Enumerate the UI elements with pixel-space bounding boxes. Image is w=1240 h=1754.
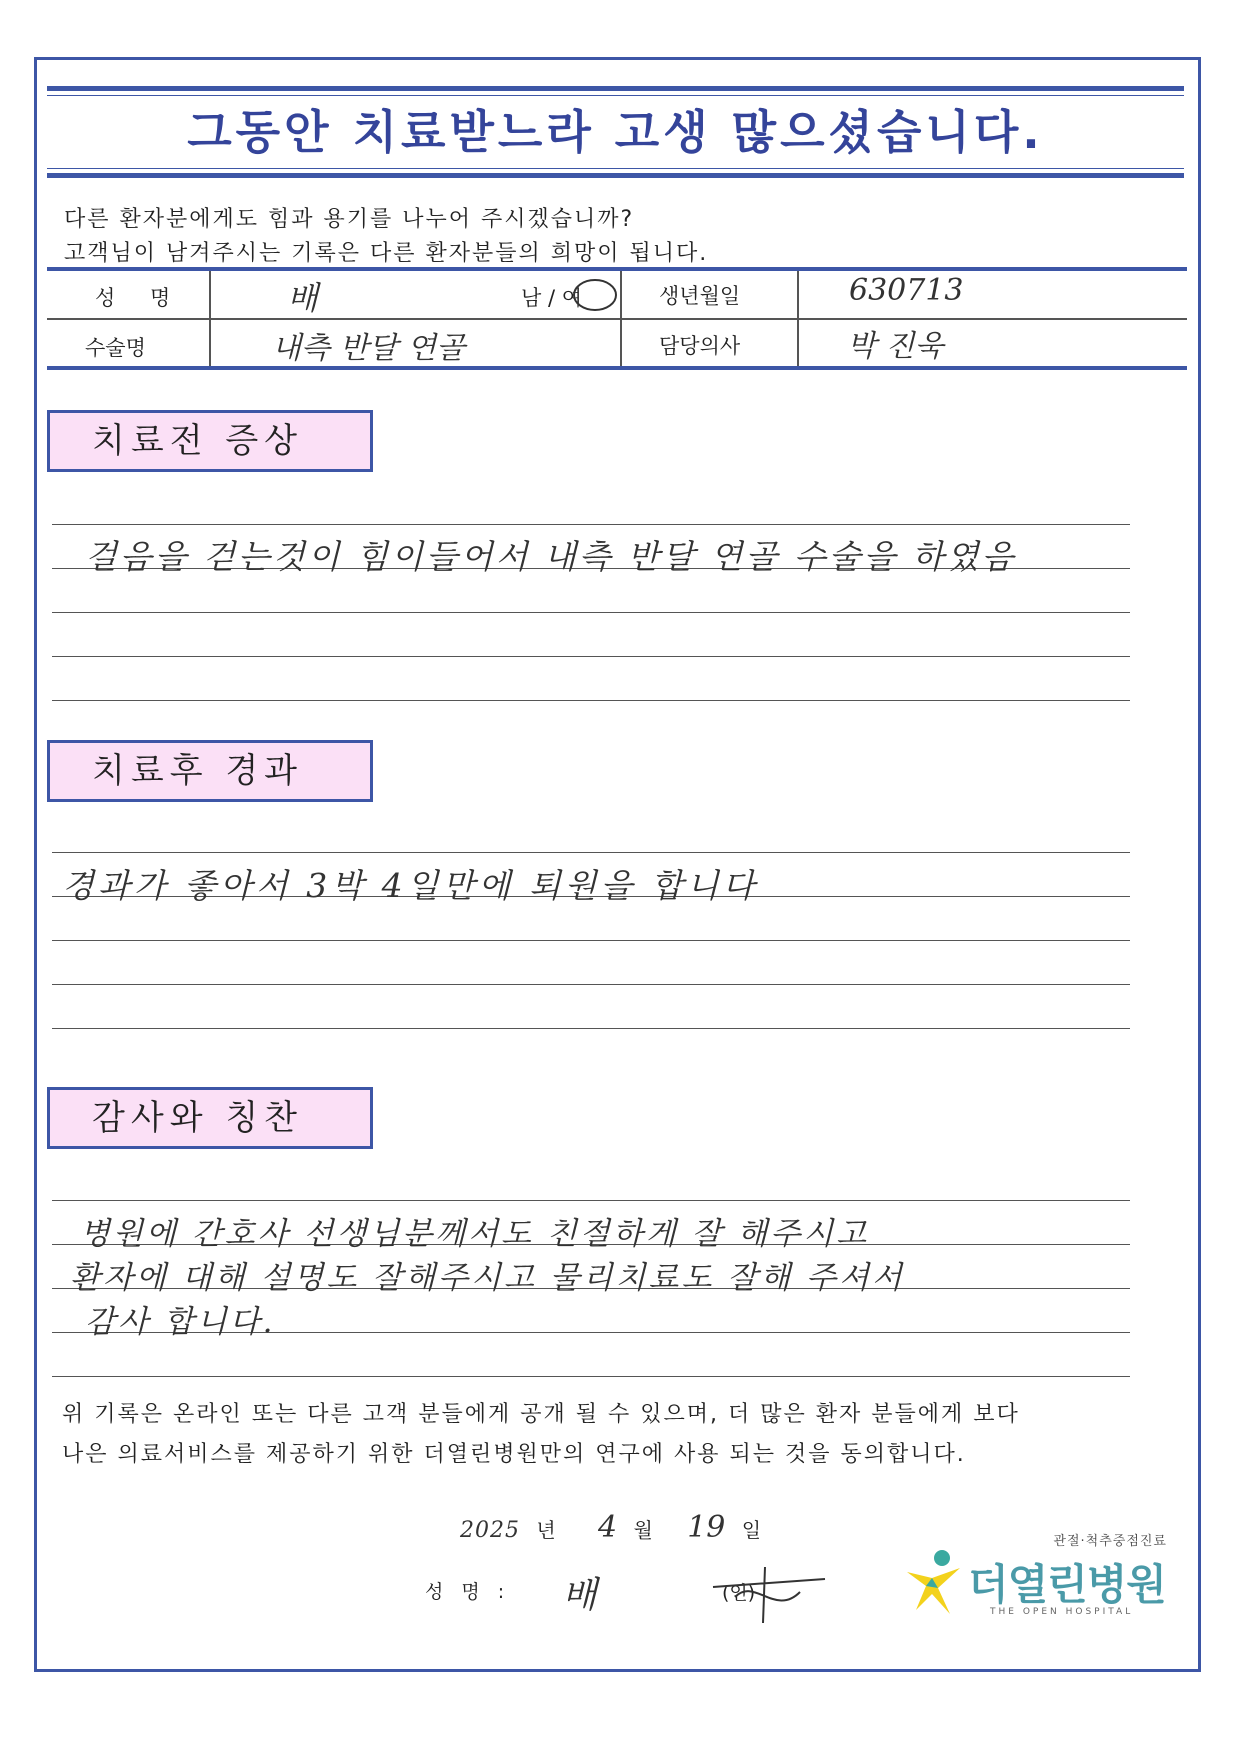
gender-label: 남 / 여 xyxy=(521,286,582,310)
thanks-text-line-1: 병원에 간호사 선생님분께서도 친절하게 잘 해주시고 xyxy=(80,1216,870,1252)
consent-line-2: 나은 의료서비스를 제공하기 위한 더열린병원만의 연구에 사용 되는 것을 동의합니다. xyxy=(62,1442,966,1467)
writing-line xyxy=(52,940,1130,941)
thanks-text-line-2: 환자에 대해 설명도 잘해주시고 물리치료도 잘해 주셔서 xyxy=(70,1260,905,1296)
dob-value: 630713 xyxy=(849,273,964,308)
logo-english: THE OPEN HOSPITAL xyxy=(990,1607,1134,1617)
date-year: 2025 xyxy=(460,1518,520,1543)
logo-name: 더열린병원 xyxy=(968,1560,1166,1609)
form-title: 그동안 치료받느라 고생 많으셨습니다. xyxy=(187,105,1044,159)
before-text: 걸음을 걷는것이 힘이들어서 내측 반달 연골 수술을 하였음 xyxy=(85,537,1017,576)
surgery-label: 수술명 xyxy=(85,336,146,360)
after-heading: 치료후 경과 xyxy=(47,740,373,802)
table-divider xyxy=(797,271,799,366)
writing-line xyxy=(52,1376,1130,1377)
consent-line-1: 위 기록은 온라인 또는 다른 고객 분들에게 공개 될 수 있으며, 더 많은 환자 분들에게 보다 xyxy=(62,1402,1020,1427)
hospital-logo xyxy=(902,1530,1167,1630)
name-value: 배 xyxy=(287,279,318,317)
surgery-value: 내측 반달 연골 xyxy=(272,331,465,366)
writing-line xyxy=(52,612,1130,613)
date-day: 19 xyxy=(687,1510,726,1545)
date-month-unit: 월 xyxy=(633,1518,653,1542)
thanks-heading: 감사와 칭찬 xyxy=(47,1087,373,1149)
signature-scribble xyxy=(705,1557,835,1627)
signature-name: 배 xyxy=(562,1575,597,1616)
date-day-unit: 일 xyxy=(741,1518,762,1542)
dob-label: 생년월일 xyxy=(659,284,741,308)
date-row xyxy=(460,1510,761,1545)
writing-line xyxy=(52,656,1130,657)
writing-line xyxy=(52,524,1130,525)
intro-line-2: 고객님이 남겨주시는 기록은 다른 환자분들의 희망이 됩니다. xyxy=(64,241,709,266)
doctor-value: 박 진욱 xyxy=(847,329,944,364)
writing-line xyxy=(52,1028,1130,1029)
doctor-label: 담당의사 xyxy=(659,334,741,358)
after-text: 경과가 좋아서 3박 4일만에 퇴원을 합니다 xyxy=(62,866,759,905)
name-label: 성 명 xyxy=(95,286,185,310)
date-year-unit: 년 xyxy=(536,1518,556,1542)
writing-line xyxy=(52,700,1130,701)
patient-info-table xyxy=(47,267,1187,370)
signature-label: 성 명 : xyxy=(425,1581,511,1603)
table-divider xyxy=(47,318,1187,320)
table-divider xyxy=(209,271,211,366)
signature-seal-mark: (인) xyxy=(722,1582,756,1604)
writing-line xyxy=(52,984,1130,985)
logo-subtitle: 관절·척추중점진료 xyxy=(1053,1534,1167,1549)
writing-line xyxy=(52,852,1130,853)
writing-line xyxy=(52,1200,1130,1201)
intro-line-1: 다른 환자분에게도 힘과 용기를 나누어 주시겠습니까? xyxy=(64,207,635,232)
before-heading: 치료전 증상 xyxy=(47,410,373,472)
gender-circle-mark xyxy=(571,277,621,313)
person-figure-icon xyxy=(902,1548,968,1618)
thanks-text-line-3: 감사 합니다. xyxy=(85,1304,276,1340)
date-month: 4 xyxy=(598,1510,618,1545)
